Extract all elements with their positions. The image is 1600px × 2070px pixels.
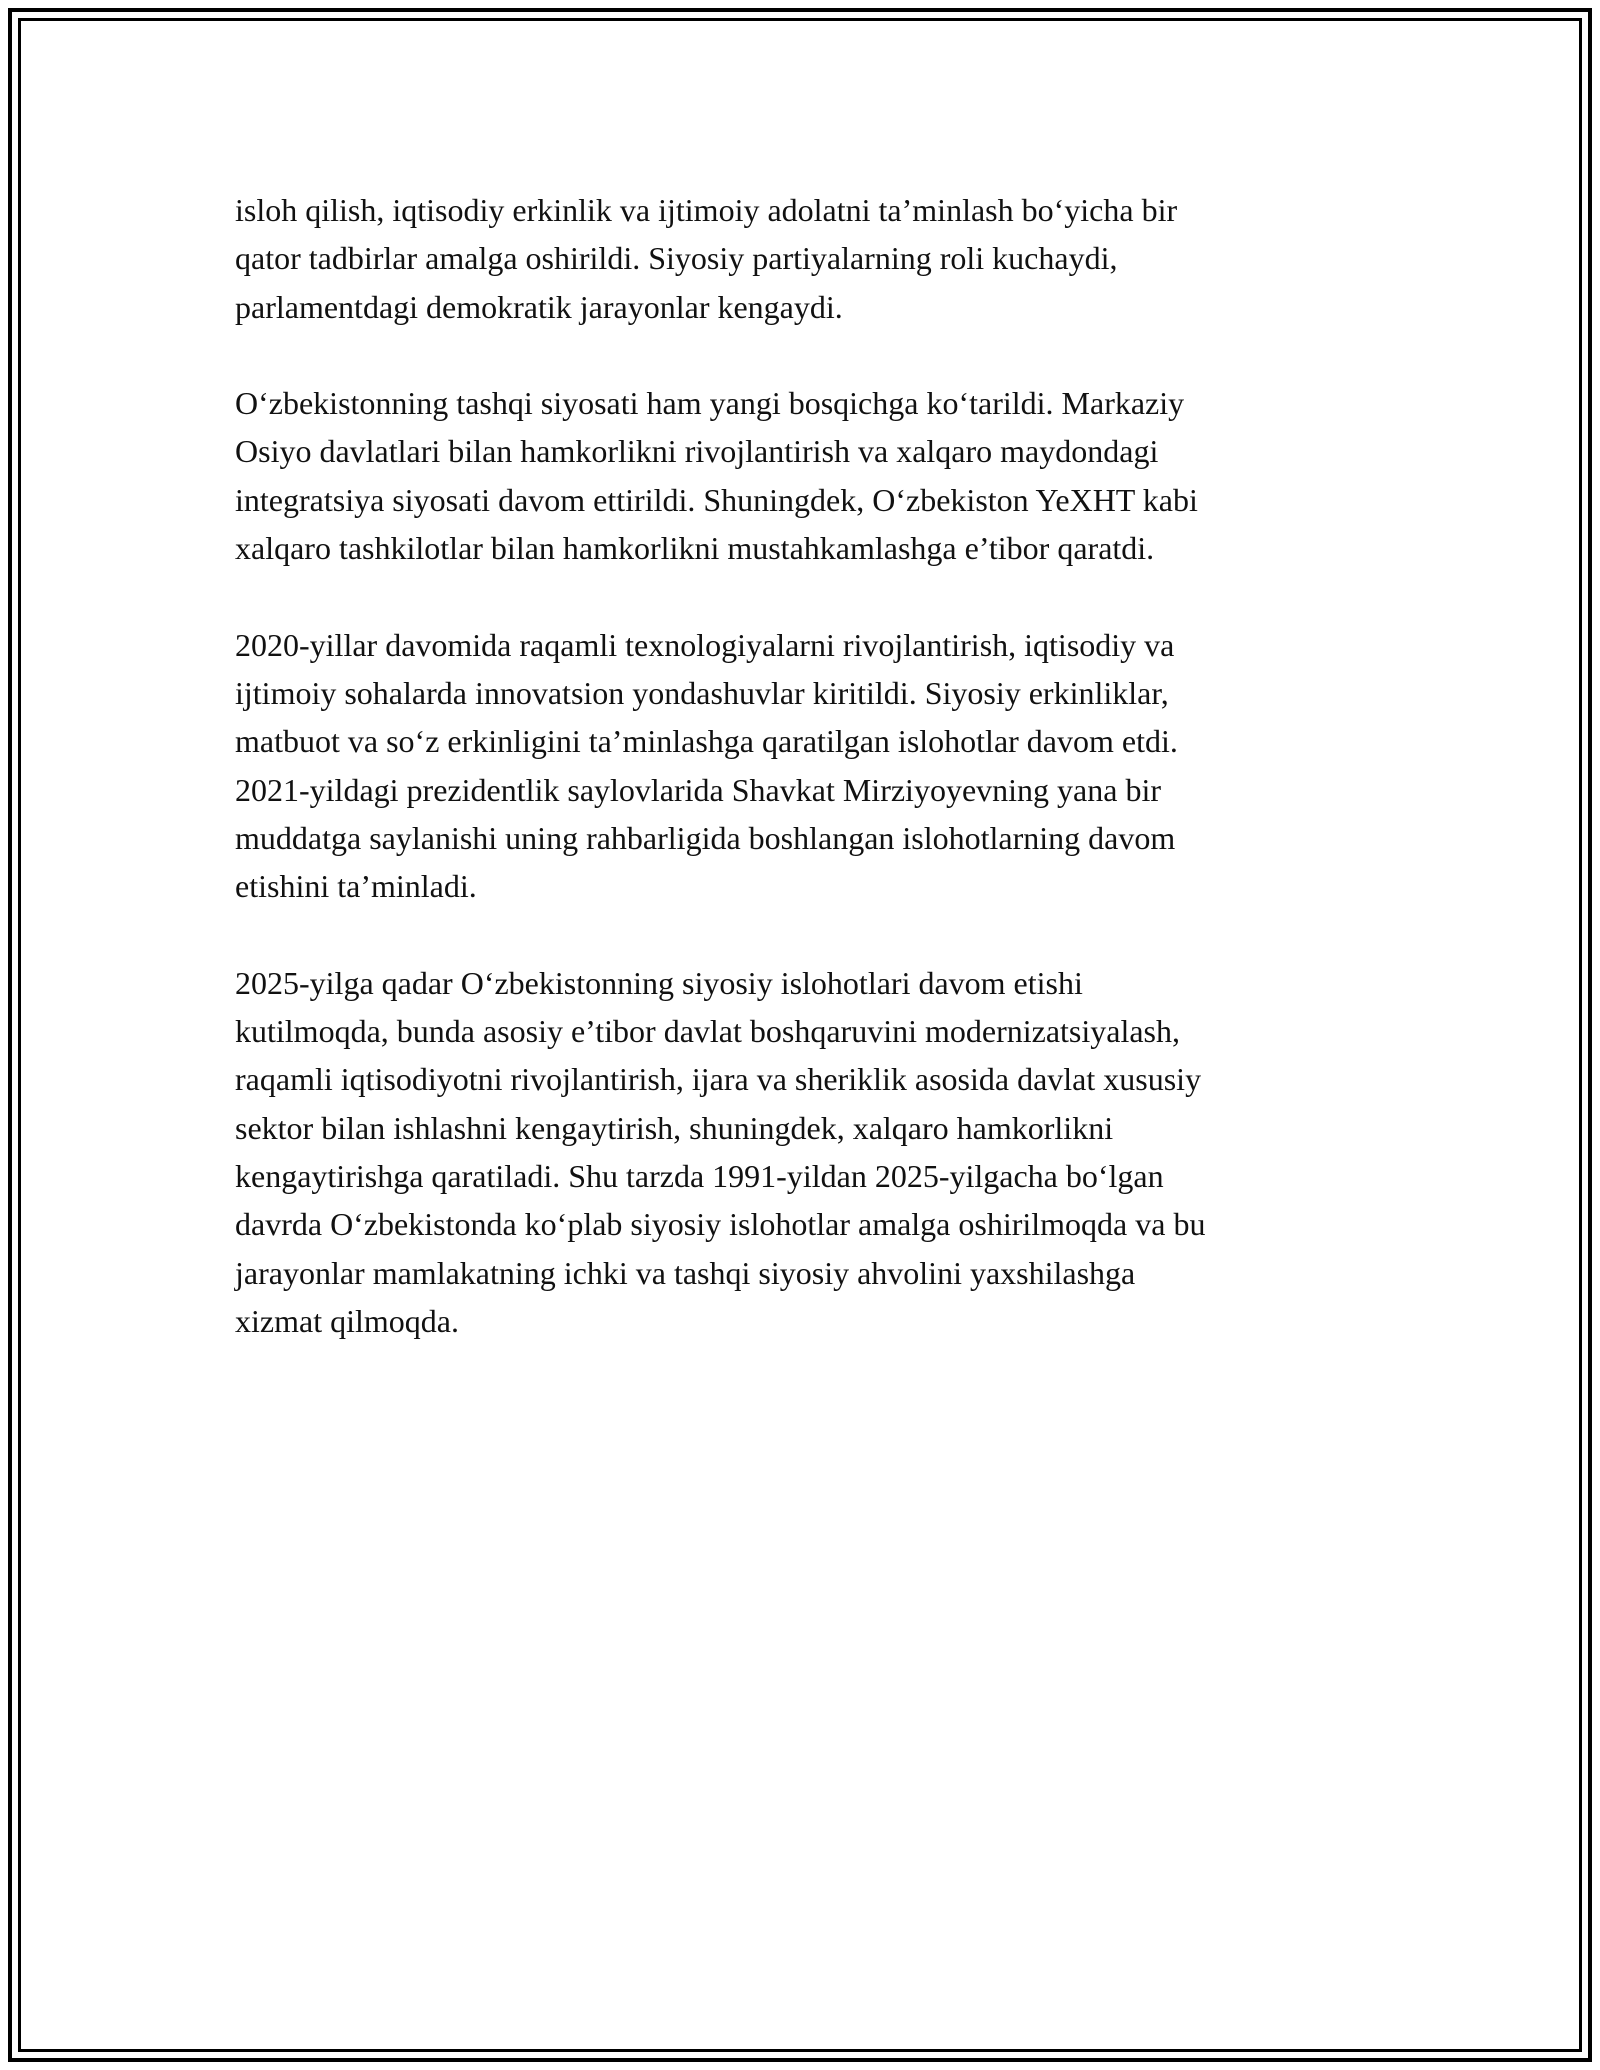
text-line: muddatga saylanishi uning rahbarligida boshlangan islohotlarning davom: [235, 819, 1176, 856]
text-line: kutilmoqda, bunda asosiy e’tibor davlat boshqaruvini modernizatsiyalash,: [235, 1013, 1180, 1050]
paragraph-3: [235, 621, 1365, 911]
text-line: kengaytirishga qaratiladi. Shu tarzda 1991-yildan 2025-yilgacha bo‘lgan: [235, 1157, 1164, 1194]
text-line: 2020-yillar davomida raqamli texnologiyalarni rivojlantirish, iqtisodiy va: [235, 626, 1175, 663]
document-body: [235, 186, 1365, 1393]
text-line: raqamli iqtisodiyotni rivojlantirish, ijara va sheriklik asosida davlat xususiy: [235, 1061, 1202, 1098]
text-line: jarayonlar mamlakatning ichki va tashqi siyosiy ahvolini yaxshilashga: [235, 1254, 1136, 1291]
text-line: ijtimoiy sohalarda innovatsion yondashuvlar kiritildi. Siyosiy erkinliklar,: [235, 674, 1169, 711]
text-line: xizmat qilmoqda.: [235, 1302, 459, 1339]
text-line: isloh qilish, iqtisodiy erkinlik va ijtimoiy adolatni ta’minlash bo‘yicha bir: [235, 192, 1178, 228]
text-line: sektor bilan ishlashni kengaytirish, shuningdek, xalqaro hamkorlikni: [235, 1109, 1114, 1146]
text-line: qator tadbirlar amalga oshirildi. Siyosiy partiyalarning roli kuchaydi,: [235, 240, 1118, 277]
paragraph-1: [235, 186, 1365, 331]
paragraph-2: [235, 379, 1365, 572]
text-line: davrda O‘zbekistonda ko‘plab siyosiy islohotlar amalga oshirilmoqda va bu: [235, 1206, 1206, 1243]
text-line: O‘zbekistonning tashqi siyosati ham yangi bosqichga ko‘tarildi. Markaziy: [235, 385, 1185, 422]
paragraph-4: [235, 959, 1365, 1345]
text-line: parlamentdagi demokratik jarayonlar kengaydi.: [235, 288, 843, 325]
text-line: 2025-yilga qadar O‘zbekistonning siyosiy islohotlari davom etishi: [235, 964, 1083, 1001]
text-line: Osiyo davlatlari bilan hamkorlikni rivojlantirish va xalqaro maydondagi: [235, 433, 1159, 470]
text-line: etishini ta’minladi.: [235, 868, 477, 905]
text-line: 2021-yildagi prezidentlik saylovlarida Shavkat Mirziyoyevning yana bir: [235, 771, 1161, 808]
text-line: integratsiya siyosati davom ettirildi. Shuningdek, O‘zbekiston YeXHT kabi: [235, 481, 1198, 518]
text-line: xalqaro tashkilotlar bilan hamkorlikni mustahkamlashga e’tibor qaratdi.: [235, 530, 1155, 567]
text-line: matbuot va so‘z erkinligini ta’minlashga qaratilgan islohotlar davom etdi.: [235, 723, 1178, 760]
